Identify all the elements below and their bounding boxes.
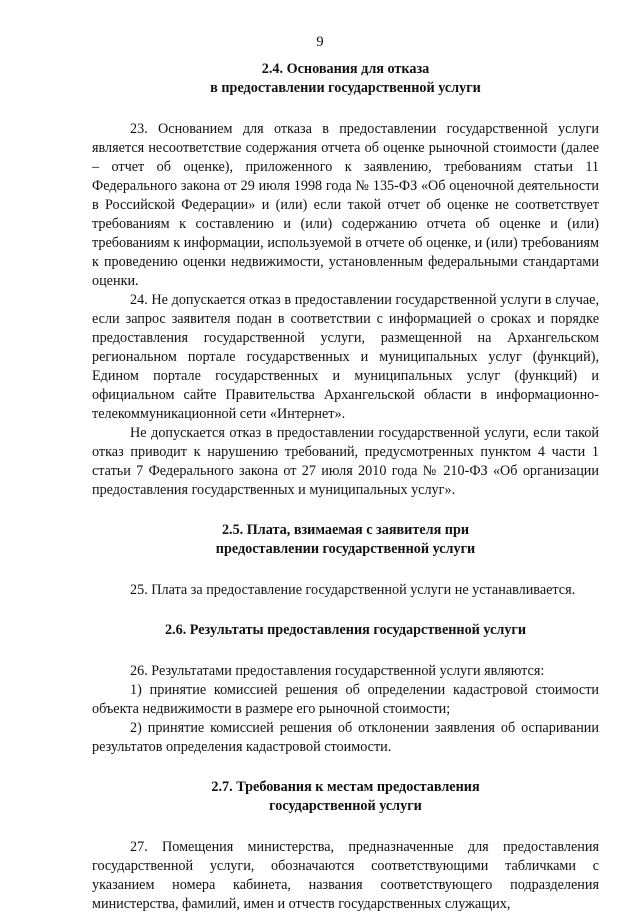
page-number: 9 xyxy=(316,34,324,50)
paragraph-23: 23. Основанием для отказа в предоставлении государственной услуги является несоответствие содержания отчета об оценке рыночной стоимости (далее – отчет об оценке), приложенного к заявлению, требованиям статьи 11 Федерального закона от 29 июля 1998 года № 135-ФЗ «Об оценочной деятельности в Российской Федерации» и (или) если такой отчет об оценке не соответствует требованиям к составлению и (или) содержанию отчета об оценке и (или) требованиям к информации, используемой в отчете об оценке, и (или) требованиям к проведению оценки недвижимости, установленным федеральными стандартами оценки. xyxy=(92,121,599,289)
heading-line: предоставлении государственной услуги xyxy=(215,541,476,557)
paragraph-26-item-1: 1) принятие комиссией решения об определении кадастровой стоимости объекта недвижимости в размере его рыночной стоимости; xyxy=(92,682,599,717)
heading-line: 2.5. Плата, взимаемая с заявителя при xyxy=(221,522,470,538)
paragraph-25: 25. Плата за предоставление государственной услуги не устанавливается. xyxy=(130,582,576,598)
paragraph-26-item-2: 2) принятие комиссией решения об отклонении заявления об оспаривании результатов определения кадастровой стоимости. xyxy=(92,720,599,755)
section-heading-2-4 xyxy=(92,60,599,98)
section-heading-2-7 xyxy=(92,778,599,816)
heading-line: 2.7. Требования к местам предоставления xyxy=(211,779,480,795)
paragraph-26: 26. Результатами предоставления государственной услуги являются: xyxy=(130,663,545,679)
paragraph-24: 24. Не допускается отказ в предоставлении государственной услуги в случае, если запрос заявителя подан в соответствии с информацией о сроках и порядке предоставления государственной услуги, размещенной на Архангельском региональном портале государственных и муниципальных услуг (функций), Едином портале государственных и муниципальных услуг (функций) и официальном сайте Правительства Архангельской области в информационно-телекоммуникационной сети «Интернет». xyxy=(92,292,599,422)
section-heading-2-5 xyxy=(92,521,599,559)
section-heading-2-6 xyxy=(92,621,599,640)
heading-line: государственной услуги xyxy=(269,798,422,814)
document-body xyxy=(92,60,599,914)
heading-line: 2.6. Результаты предоставления государственной услуги xyxy=(164,622,527,638)
heading-line: 2.4. Основания для отказа xyxy=(261,61,430,77)
paragraph-27: 27. Помещения министерства, предназначенные для предоставления государственной услуги, обозначаются соответствующими табличками с указанием номера кабинета, названия соответствующего подразделения министерства, фамилий, имен и отчеств государственных служащих, xyxy=(92,839,599,912)
paragraph-24-cont: Не допускается отказ в предоставлении государственной услуги, если такой отказ приводит к нарушению требований, предусмотренных пунктом 4 части 1 статьи 7 Федерального закона от 27 июля 2010 года № 210-ФЗ «Об организации предоставления государственных и муниципальных услуг». xyxy=(92,425,599,498)
heading-line: в предоставлении государственной услуги xyxy=(210,80,481,96)
